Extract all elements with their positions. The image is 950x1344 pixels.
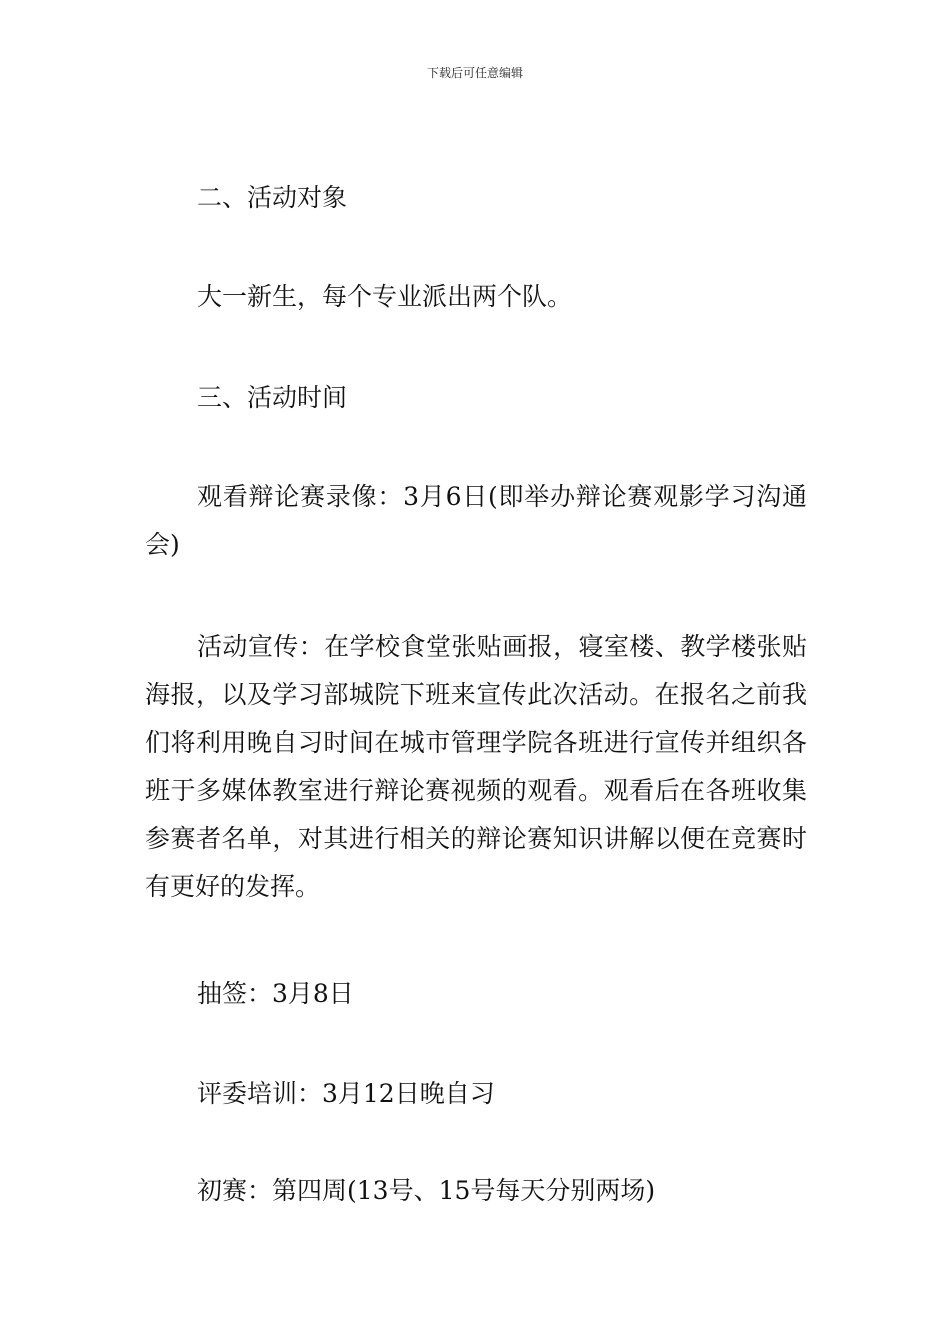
section-heading-activity-time: 三、活动时间 <box>197 383 348 412</box>
page-header-note: 下载后可任意编辑 <box>426 66 523 80</box>
paragraph-draw: 抽签：3月8日 <box>197 979 354 1008</box>
paragraph-promotion: 活动宣传：在学校食堂张贴画报，寝室楼、教学楼张贴海报，以及学习部城院下班来宣传此次活动。在报名之前我们将利用晚自习时间在城市管理学院各班进行宣传并组织各班于多媒体教室进行辩论赛视频的观看。观看后在各班收集参赛者名单，对其进行相关的辩论赛知识讲解以便在竞赛时有更好的发挥。 <box>145 632 807 901</box>
paragraph-judge-training: 评委培训：3月12日晚自习 <box>197 1079 495 1108</box>
paragraph-preliminary-round: 初赛：第四周(13号、15号每天分别两场) <box>197 1176 656 1205</box>
paragraph-participants: 大一新生，每个专业派出两个队。 <box>197 282 573 311</box>
section-heading-activity-target: 二、活动对象 <box>197 183 348 212</box>
paragraph-video-viewing: 观看辩论赛录像：3月6日(即举办辩论赛观影学习沟通会) <box>145 482 807 559</box>
